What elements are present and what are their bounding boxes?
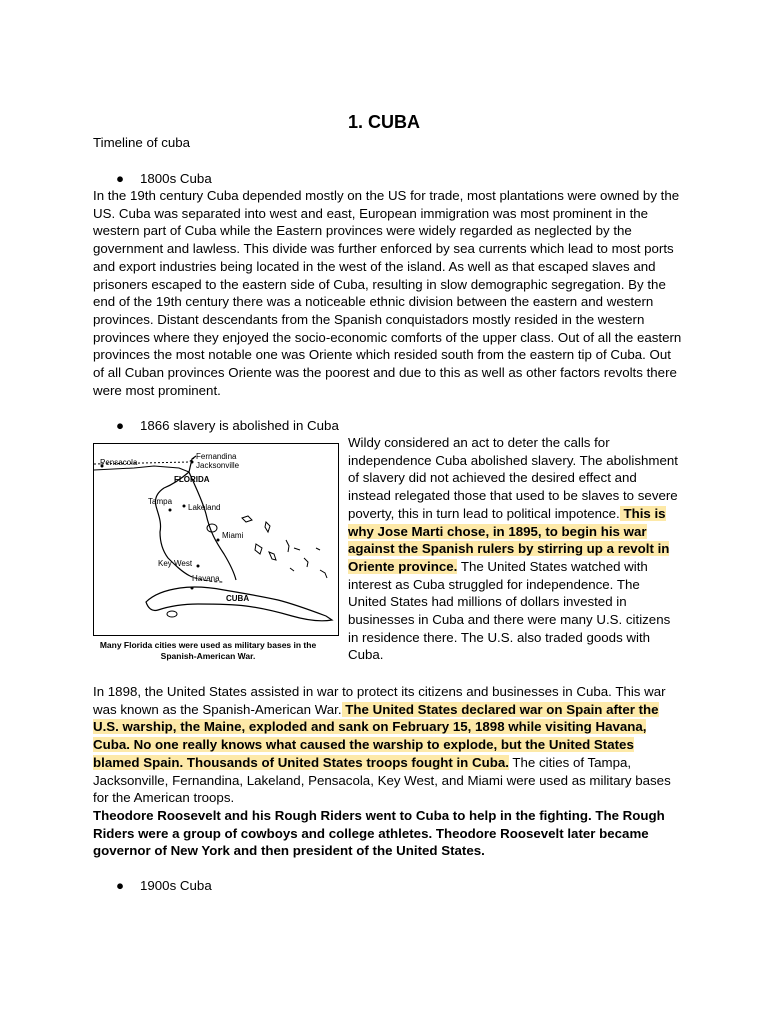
paragraph-1898-text-2: The cities of Tampa, Jacksonville, Fernandina, Lakeland, Pensacola, Key West, and Miami were used as military bases for the American troops. [93, 754, 671, 806]
list-item-1800s [116, 170, 212, 188]
highlight-maine: The United States declared war on Spain after the U.S. warship, the Maine, exploded and sank on February 15, 1898 while visiting Havana, Cuba. No one really knows what caused the warship to explode, but the United States blamed Spain. Thousands of United States troops fought in Cuba. [93, 701, 659, 770]
florida-cuba-map [94, 444, 338, 635]
list-item-label: 1866 slavery is abolished in Cuba [140, 418, 339, 433]
map-label-havana: Havana [192, 574, 220, 583]
map-label-miami: Miami [222, 531, 244, 540]
paragraph-1866 [348, 434, 680, 664]
map-label-cuba: CUBA [226, 594, 250, 603]
list-item-label: 1900s Cuba [140, 878, 212, 893]
paragraph-1898-text: In 1898, the United States assisted in war to protect its citizens and businesses in Cuba. This war was known as the Spanish-American War. [93, 684, 666, 717]
timeline-heading: Timeline of cuba [93, 135, 191, 150]
map-label-fernandina: Fernandina [196, 452, 237, 461]
map-label-florida: FLORIDA [174, 475, 210, 484]
map-frame [93, 443, 339, 636]
map-figure [93, 443, 339, 663]
map-caption: Many Florida cities were used as military bases in the Spanish-American War. [99, 640, 317, 661]
paragraph-1866-text: Wildy considered an act to deter the calls for independence Cuba abolished slavery. The abolishment of slavery did not achieved the desired effect and instead relegated those that used to be slaves to severe poverty, this in turn lead to political impotence. [348, 435, 678, 521]
page-title: 1. CUBA [347, 112, 420, 132]
map-label-jacksonville: Jacksonville [196, 461, 240, 470]
bullet-icon: ● [116, 171, 125, 186]
list-item-1900s [116, 877, 212, 895]
paragraph-1898 [93, 683, 683, 807]
paragraph-1800s: In the 19th century Cuba depended mostly on the US for trade, most plantations were owned by the US. Cuba was separated into west and east, European immigration was most prominent in the western part of Cuba while the Eastern provinces were widely regarded as neglected by the government and lawless. This divide was further enforced by sea currents which lead to most ports and export industries being located in the west of the island. As well as that escaped slaves and prisoners escaped to the eastern side of Cuba, resulting in slow demographic segregation. By the end of the 19th century there was a noticeable ethnic division between the eastern and western provinces. Distant descendants from the Spanish conquistadors mostly resided in the western provinces where they enjoyed the socio-economic comforts of the upper class. Out of all the eastern provinces the most notable one was Oriente which resided south from the eastern tip of Cuba. Out of all Cuban provinces Oriente was the poorest and due to this as well as other factors revolts there were most prominent. [93, 188, 682, 398]
map-label-keywest: Key West [158, 559, 193, 568]
paragraph-rough-riders: Theodore Roosevelt and his Rough Riders went to Cuba to help in the fighting. The Rough Riders were a group of cowboys and college athletes. Theodore Roosevelt later became governor of New York and then president of the United States. [93, 808, 665, 859]
list-item-label: 1800s Cuba [140, 171, 212, 186]
map-label-lakeland: Lakeland [188, 503, 221, 512]
highlight-jose-marti: This is why Jose Marti chose, in 1895, to begin his war against the Spanish rulers by stirring up a revolt in Oriente province. [348, 505, 670, 574]
paragraph-1866-text-2: The United States watched with interest as Cuba struggled for independence. The United States had millions of dollars invested in businesses in Cuba and there were many U.S. citizens in residence there. The U.S. also traded goods with Cuba. [348, 558, 671, 663]
map-label-pensacola: Pensacola [100, 458, 138, 467]
bullet-icon: ● [116, 418, 125, 433]
bullet-icon: ● [116, 878, 125, 893]
list-item-1866 [116, 417, 339, 435]
map-label-tampa: Tampa [148, 497, 173, 506]
